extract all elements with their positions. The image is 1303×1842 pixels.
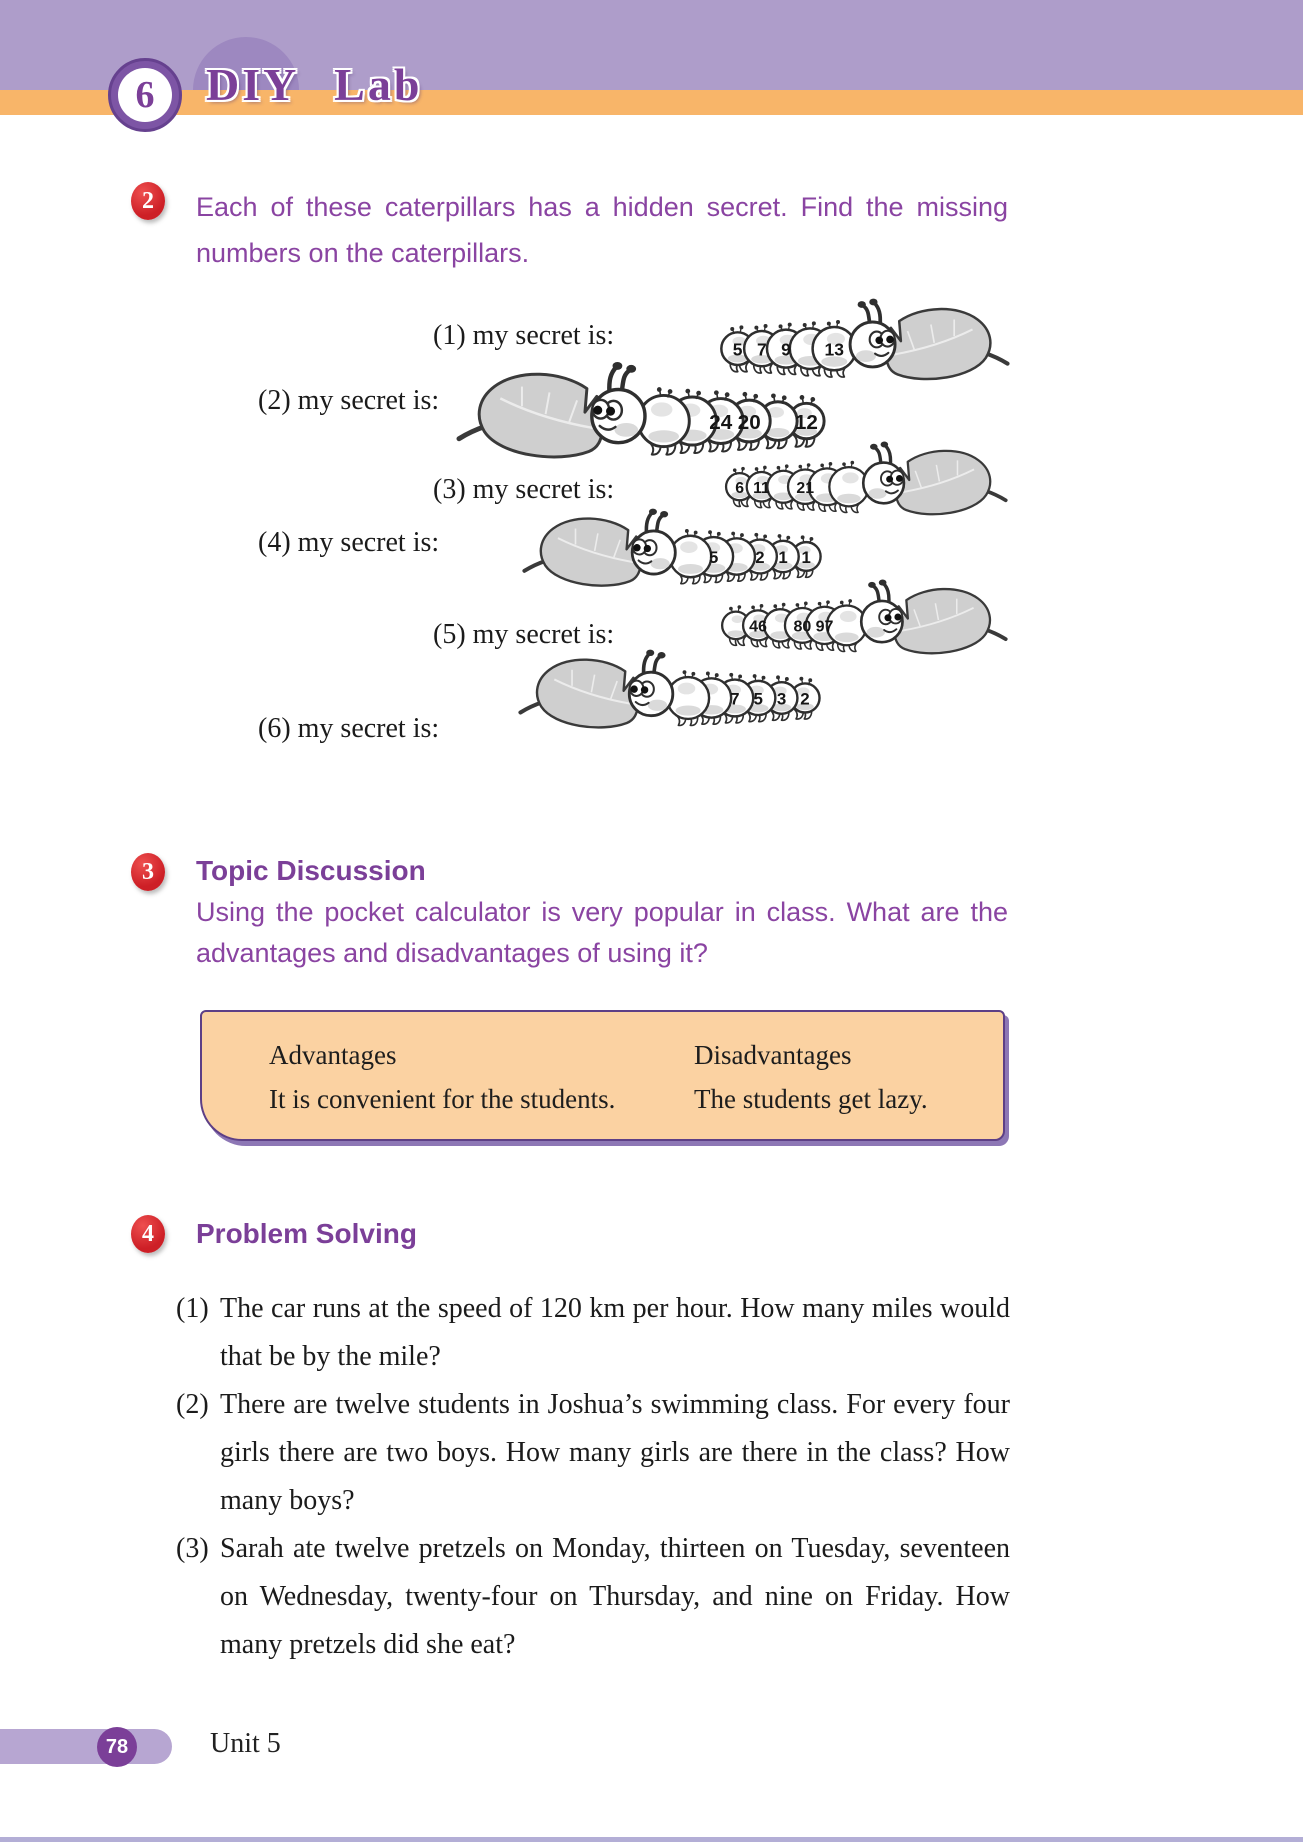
svg-text:6: 6 bbox=[735, 479, 745, 497]
problem-solving-heading: Problem Solving bbox=[196, 1218, 417, 1249]
svg-text:2: 2 bbox=[755, 547, 765, 567]
problem-text: The car runs at the speed of 120 km per hour. How many miles would that be by the mile? bbox=[220, 1293, 1010, 1372]
svg-text:20: 20 bbox=[737, 410, 761, 434]
caterpillar-5-label: (5) my secret is: bbox=[433, 619, 615, 650]
section-2-instruction: Each of these caterpillars has a hidden secret. Find the missing numbers on the caterpillars. bbox=[196, 192, 1008, 268]
svg-text:1: 1 bbox=[801, 547, 811, 567]
svg-text:21: 21 bbox=[796, 479, 815, 497]
footer-pill bbox=[0, 1729, 172, 1764]
problem-list bbox=[176, 1285, 1010, 1669]
advantages-text: It is convenient for the students. bbox=[269, 1084, 616, 1114]
page-edge-decoration bbox=[0, 1837, 1303, 1842]
caterpillar-1-label: (1) my secret is: bbox=[433, 320, 615, 351]
advantages-title: Advantages bbox=[269, 1040, 397, 1070]
page-title: DIY Lab bbox=[206, 59, 423, 110]
svg-text:5: 5 bbox=[732, 339, 743, 360]
topic-discussion-heading: Topic Discussion bbox=[196, 855, 426, 886]
svg-text:13: 13 bbox=[824, 339, 844, 360]
unit-number-badge bbox=[108, 58, 182, 132]
topic-discussion-body: Using the pocket calculator is very popular in class. What are the advantages and disadvantages of using it? bbox=[196, 897, 1008, 968]
svg-text:7: 7 bbox=[730, 689, 740, 709]
section-4-badge: 4 bbox=[131, 1215, 165, 1253]
svg-text:9: 9 bbox=[781, 339, 791, 360]
caterpillar-4-label: (4) my secret is: bbox=[258, 527, 440, 558]
advantages-box bbox=[200, 1010, 1005, 1141]
problem-number: (1) bbox=[176, 1293, 209, 1324]
header-stripe bbox=[0, 90, 1303, 115]
caterpillar-5-illustration bbox=[716, 578, 1008, 659]
problem-text: There are twelve students in Joshua’s swimming class. For every four girls there are two boys. How many girls are there in the class? How many boys? bbox=[220, 1389, 1010, 1516]
svg-text:1: 1 bbox=[778, 547, 788, 567]
footer-unit-label: Unit 5 bbox=[210, 1728, 281, 1759]
svg-text:11: 11 bbox=[753, 479, 770, 497]
svg-text:46: 46 bbox=[749, 617, 767, 636]
svg-text:24: 24 bbox=[709, 410, 733, 434]
problem-text: Sarah ate twelve pretzels on Monday, thirteen on Tuesday, seventeen on Wednesday, twenty-four on Thursday, and nine on Friday. How many pretzels did she eat? bbox=[220, 1533, 1010, 1660]
svg-text:7: 7 bbox=[756, 339, 767, 360]
section-2-badge: 2 bbox=[131, 182, 165, 220]
page-number-badge: 78 bbox=[97, 1727, 137, 1767]
problem-item bbox=[176, 1381, 1010, 1525]
svg-text:5: 5 bbox=[753, 689, 763, 709]
svg-text:5: 5 bbox=[708, 547, 719, 567]
caterpillar-6-illustration bbox=[518, 648, 826, 733]
svg-text:3: 3 bbox=[776, 689, 787, 709]
section-3-badge: 3 bbox=[131, 853, 165, 891]
svg-text:97: 97 bbox=[815, 617, 834, 636]
svg-text:80: 80 bbox=[793, 617, 812, 636]
disadvantages-title: Disadvantages bbox=[694, 1040, 852, 1070]
disadvantages-text: The students get lazy. bbox=[694, 1084, 928, 1114]
caterpillar-2-label: (2) my secret is: bbox=[258, 385, 440, 416]
svg-text:2: 2 bbox=[800, 689, 810, 709]
svg-text:12: 12 bbox=[794, 410, 818, 434]
unit-number: 6 bbox=[118, 68, 172, 122]
caterpillar-3-label: (3) my secret is: bbox=[433, 474, 615, 505]
caterpillar-6-label: (6) my secret is: bbox=[258, 713, 440, 744]
problem-item bbox=[176, 1285, 1010, 1381]
problem-number: (3) bbox=[176, 1533, 209, 1564]
problem-number: (2) bbox=[176, 1389, 209, 1420]
problem-item bbox=[176, 1525, 1010, 1669]
